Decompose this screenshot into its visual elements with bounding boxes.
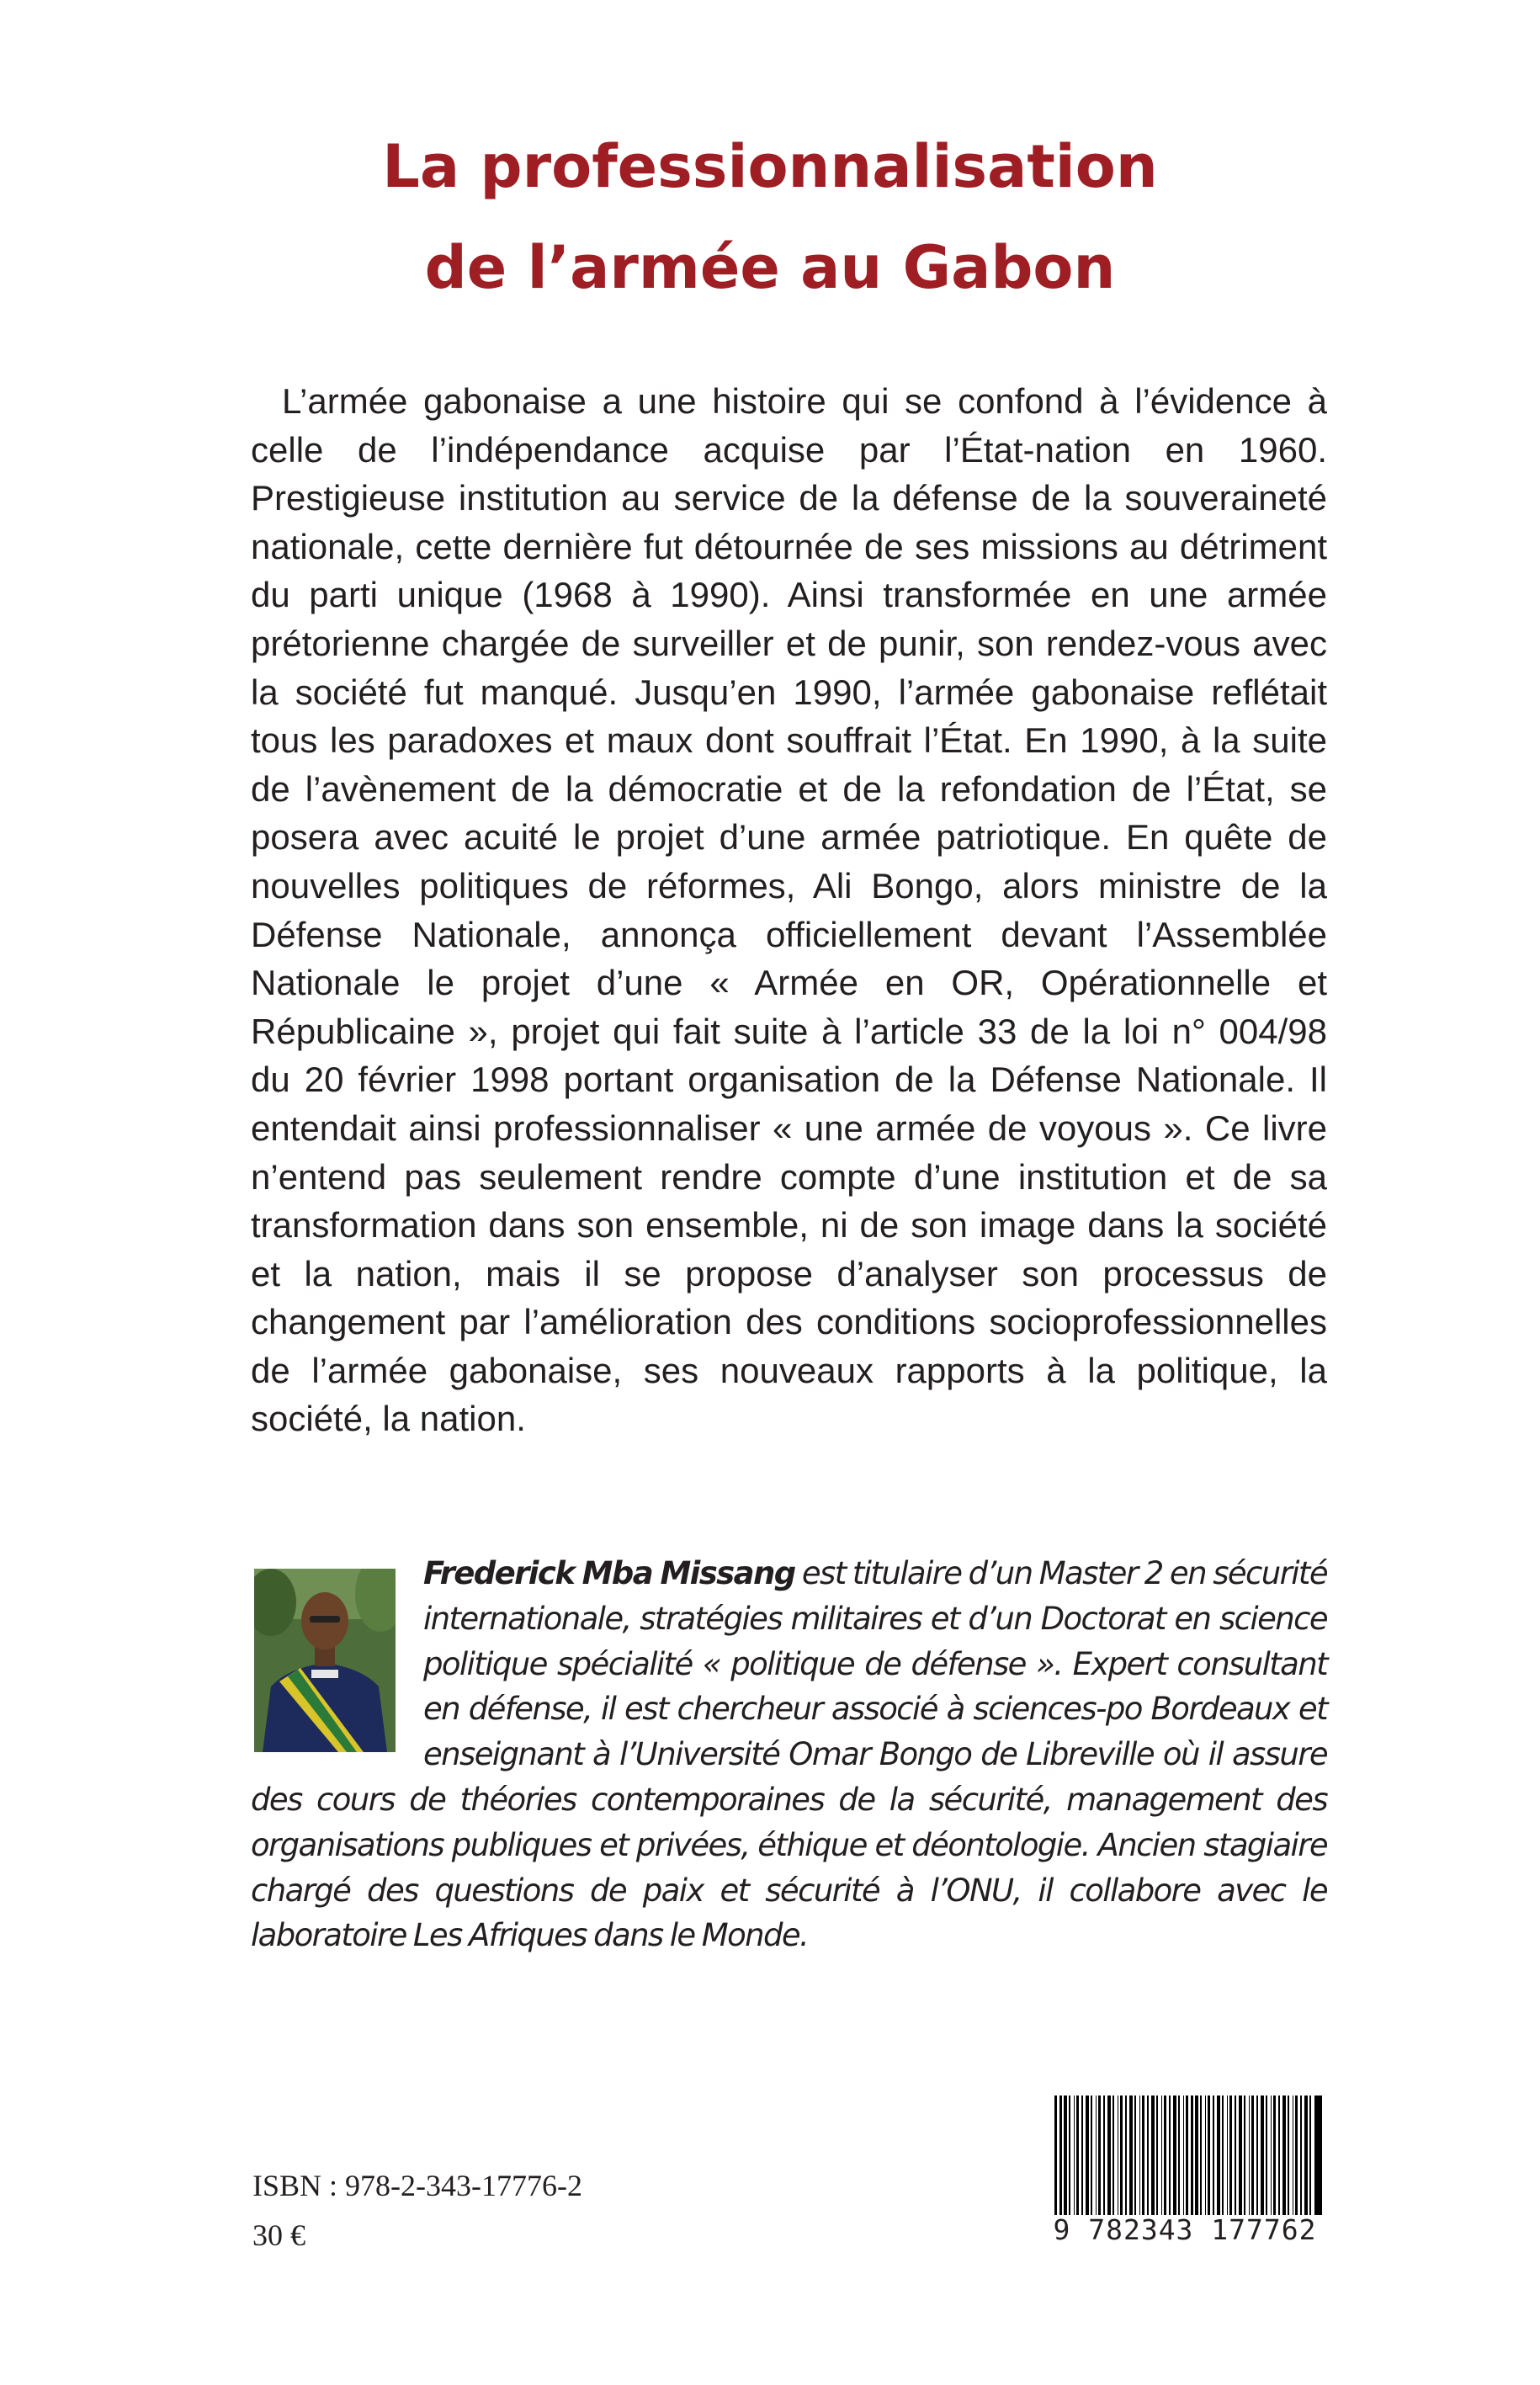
photo-wrap-spacer: [251, 1551, 423, 1766]
author-name: Frederick Mba Missang: [423, 1555, 795, 1591]
barcode: [1038, 2089, 1332, 2244]
barcode-bars: [1054, 2096, 1322, 2222]
book-title-line-2: de l’armée au Gabon: [424, 233, 1116, 302]
book-summary: L’armée gabonaise a une histoire qui se confond à l’évidence à celle de l’indépendance acquise par l’État-nation en 1960. Prestigieuse institution au service de la défense de la souveraineté nationale, cette dernière fut détournée de ses missions au détriment du parti unique (1968 à 1990). Ainsi transformée en une armée prétorienne chargée de surveiller et de punir, son rendez-vous avec la société fut manqué. Jusqu’en 1990, l’armée gabonaise reflétait tous les paradoxes et maux dont souffrait l’État. En 1990, à la suite de l’avènement de la démocratie et de la refondation de l’État, se posera avec acuité le projet d’une armée patriotique. En quête de nouvelles politiques de réformes, Ali Bongo, alors ministre de la Défense Nationale, annonça officiellement devant l’Assemblée Nationale le projet d’une « Armée en OR, Opérationnelle et Républicaine », projet qui fait suite à l’article 33 de la loi n° 004/98 du 20 février 1998 portant organisation de la Défense Nationale. Il entendait ainsi professionnaliser « une armée de voyous ». Ce livre n’entend pas seulement rendre compte d’une institution et de sa transformation dans son ensemble, ni de son image dans la société et la nation, mais il se propose d’analyser son processus de changement par l’amélioration des conditions socioprofessionnelles de l’armée gabonaise, ses nouveaux rapports à la politique, la société, la nation.: [251, 381, 1327, 1439]
isbn: ISBN : 978-2-343-17776-2: [252, 2169, 582, 2202]
author-bio-text: est titulaire d’un Master 2 en sécurité internationale, stratégies militaires et d’un Doctorat en science politique spécialité « politique de défense ». Expert consultant en défense, il est chercheur associé à sciences-po Bordeaux et enseignant à l’Université Omar Bongo de Libreville où il assure des cours de théories contemporaines de la sécurité, management des organisations publiques et privées, éthique et déontologie. Ancien stagiaire chargé des questions de paix et sécurité à l’ONU, il collabore avec le laboratoire Les Afriques dans le Monde.: [251, 1555, 1327, 1954]
author-bio: [251, 1551, 1327, 1958]
book-title: [0, 116, 1540, 318]
price: 30 €: [252, 2218, 305, 2252]
barcode-digits: 9 782343 177762: [1038, 2215, 1332, 2245]
barcode-guard-right-2: [1320, 2096, 1322, 2234]
book-title-line-1: La professionnalisation: [382, 132, 1158, 201]
